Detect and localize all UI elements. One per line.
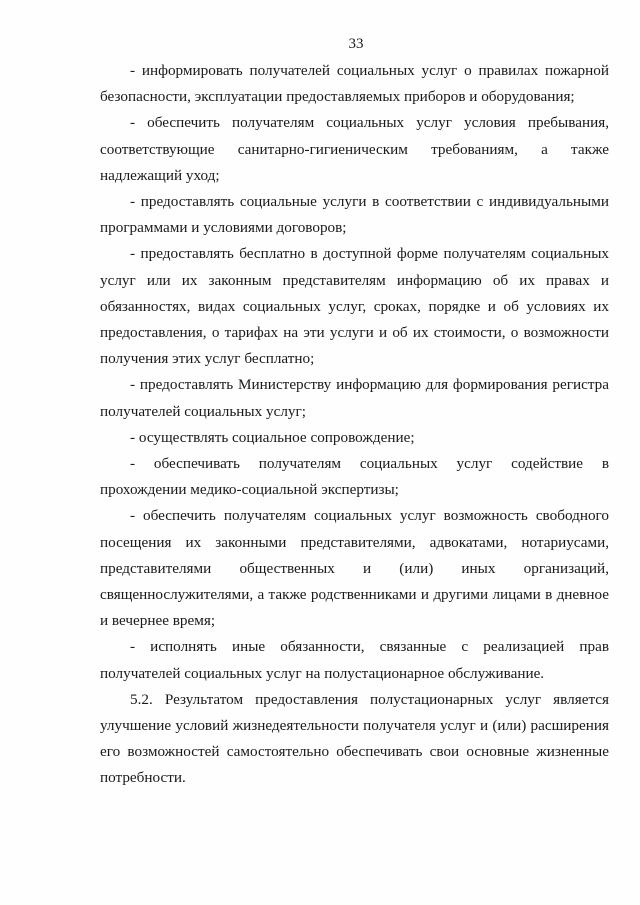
paragraph-medical-expertise: - обеспечивать получателям социальных услуг содействие в прохождении медико-социальной экспертизы;: [100, 455, 609, 499]
paragraph-result-5-2: 5.2. Результатом предоставления полустационарных услуг является улучшение условий жизнедеятельности получателя услуг и (или) расширения его возможностей самостоятельно обеспечивать свои основные жизненные потребности.: [100, 690, 609, 787]
paragraph-free-information: - предоставлять бесплатно в доступной форме получателям социальных услуг или их законным представителям информацию об их правах и обязанностях, видах социальных услуг, сроках, порядке и об условиях их предоставления, о тарифах на эти услуги и об их стоимости, о возможности получения этих услуг бесплатно;: [100, 245, 609, 368]
paragraph-individual-programs: - предоставлять социальные услуги в соответствии с индивидуальными программами и условиями договоров;: [100, 193, 609, 237]
paragraph-social-support: - осуществлять социальное сопровождение;: [130, 428, 415, 446]
document-body: [100, 58, 609, 792]
paragraph-living-conditions: - обеспечить получателям социальных услуг условия пребывания, соответствующие санитарно-гигиеническим требованиям, а также надлежащий уход;: [100, 114, 609, 184]
paragraph-fire-safety: - информировать получателей социальных услуг о правилах пожарной безопасности, эксплуатации предоставляемых приборов и оборудования;: [100, 62, 609, 106]
paragraph-registry-information: - предоставлять Министерству информацию для формирования регистра получателей социальных услуг;: [100, 376, 609, 420]
page-number: 33: [348, 36, 364, 52]
paragraph-other-duties: - исполнять иные обязанности, связанные с реализацией прав получателей социальных услуг на полустационарное обслуживание.: [100, 638, 609, 682]
paragraph-free-visits: - обеспечить получателям социальных услуг возможность свободного посещения их законными представителями, адвокатами, нотариусами, представителями общественных и (или) иных организаций, священнослужителями, а также родственниками и другими лицами в дневное и вечернее время;: [100, 507, 609, 630]
